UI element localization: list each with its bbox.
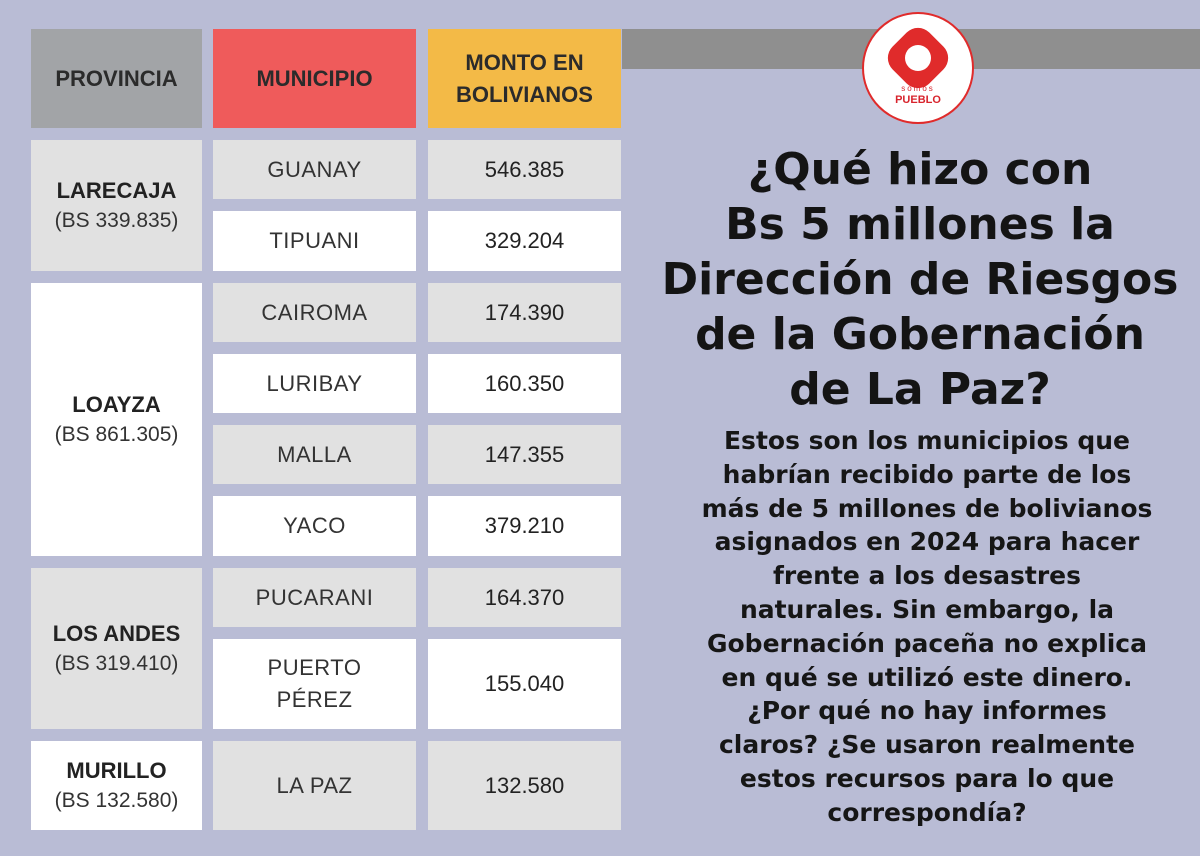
body-line: claros? ¿Se usaron realmente: [718, 730, 1135, 760]
header-monto: [428, 29, 621, 128]
municipio-cell: [213, 496, 416, 556]
municipio-cell: [213, 639, 416, 729]
province-name: LOAYZA: [72, 391, 161, 417]
body-line: en qué se utilizó este dinero.: [721, 662, 1133, 692]
body-line: estos recursos para lo que: [739, 763, 1115, 793]
logo-small-text: somos: [901, 84, 935, 93]
province-name: LOS ANDES: [52, 620, 181, 646]
province-cell-loayza: [31, 283, 202, 556]
province-total: (BS 339.835): [54, 208, 179, 232]
municipio-name: CAIROMA: [261, 299, 368, 325]
province-name: MURILLO: [66, 757, 167, 783]
headline-line: de la Gobernación: [695, 309, 1145, 360]
monto-cell: [428, 354, 621, 413]
municipio-name: YACO: [283, 513, 346, 538]
province-total: (BS 861.305): [54, 422, 179, 446]
municipio-name-line2: PÉREZ: [276, 687, 353, 712]
logo-brand-text: PUEBLO: [895, 94, 941, 106]
municipio-cell: [213, 354, 416, 413]
province-cell-murillo: [31, 741, 202, 830]
body-line: correspondía?: [827, 797, 1027, 827]
monto-cell: [428, 211, 621, 271]
municipio-cell: [213, 741, 416, 830]
header-provincia: [31, 29, 202, 128]
headline-line: de La Paz?: [789, 364, 1051, 415]
municipio-name-line1: PUERTO: [267, 655, 362, 680]
municipio-name: MALLA: [277, 441, 352, 467]
province-name: LARECAJA: [56, 177, 177, 203]
body-line: naturales. Sin embargo, la: [739, 594, 1115, 624]
municipio-name: LURIBAY: [266, 370, 363, 396]
monto-value: 132.580: [484, 772, 565, 798]
monto-cell: [428, 425, 621, 484]
body-line: habrían recibido parte de los: [722, 459, 1132, 489]
province-total: (BS 319.410): [54, 651, 179, 675]
municipio-name: PUCARANI: [255, 584, 374, 610]
province-total: (BS 132.580): [54, 788, 179, 812]
municipio-cell: [213, 140, 416, 199]
body-line: frente a los desastres: [772, 561, 1082, 591]
body-line: Gobernación paceña no explica: [706, 628, 1147, 658]
municipio-name: LA PAZ: [276, 772, 353, 798]
province-cell-larecaja: [31, 140, 202, 271]
municipio-cell: [213, 283, 416, 342]
monto-value: 155.040: [484, 671, 565, 696]
header-provincia-label: PROVINCIA: [55, 65, 178, 91]
monto-value: 329.204: [484, 228, 565, 253]
header-monto-label-line2: BOLIVIANOS: [456, 81, 593, 107]
headline-line: ¿Qué hizo con: [747, 144, 1093, 195]
header-monto-label-line1: MONTO EN: [465, 49, 584, 75]
headline: [650, 142, 1190, 417]
monto-cell: [428, 496, 621, 556]
monto-value: 174.390: [484, 299, 565, 325]
province-cell-los-andes: [31, 568, 202, 729]
body-line: Estos son los municipios que: [723, 426, 1131, 455]
body-line: ¿Por qué no hay informes: [747, 696, 1107, 726]
body-paragraph: [662, 424, 1192, 830]
body-line: más de 5 millones de bolivianos: [701, 493, 1153, 523]
monto-value: 546.385: [484, 156, 565, 182]
municipio-cell: [213, 568, 416, 627]
header-municipio: [213, 29, 416, 128]
headline-line: Bs 5 millones la: [725, 199, 1115, 250]
header-municipio-label: MUNICIPIO: [256, 65, 373, 91]
municipio-cell: [213, 425, 416, 484]
monto-cell: [428, 140, 621, 199]
monto-value: 147.355: [484, 441, 565, 467]
monto-value: 164.370: [484, 584, 565, 610]
monto-cell: [428, 639, 621, 729]
municipio-name: GUANAY: [267, 156, 362, 182]
monto-cell: [428, 741, 621, 830]
monto-value: 160.350: [484, 370, 565, 396]
monto-cell: [428, 283, 621, 342]
monto-value: 379.210: [484, 513, 565, 538]
monto-cell: [428, 568, 621, 627]
headline-line: Dirección de Riesgos: [661, 254, 1179, 305]
pueblo-logo: [862, 12, 974, 124]
body-line: asignados en 2024 para hacer: [714, 527, 1140, 557]
municipio-name: TIPUANI: [269, 228, 360, 253]
municipio-cell: [213, 211, 416, 271]
